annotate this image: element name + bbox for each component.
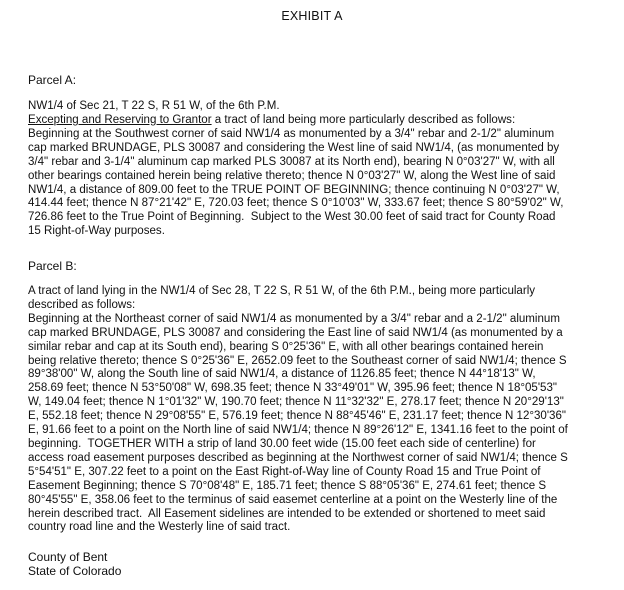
parcel-b-heading: Parcel B:: [28, 259, 77, 273]
county-line: County of Bent: [28, 550, 108, 564]
exception-label: Excepting and Reserving to Grantor: [28, 114, 212, 126]
parcel-a-description: [28, 114, 616, 239]
parcel-b-description: A tract of land lying in the NW1/4 of Sec 28, T 22 S, R 51 W, of the 6th P.M., being more particularly described as follows: Beginning at the Northeast corner of said NW1/4 as monumented by a 3/4" rebar and a 2-1/2" aluminum cap marked BRUNDAGE, PLS 30087 and considering the East line of said NW1/4 (as monumented by a similar rebar and cap at its South end), bearing S 0°25'36" E, with all other bearings contained herein being relative thereto; thence S 0°25'36" E, 2652.09 feet to the Southeast corner of said NW1/4; thence S 89°38'00" W, along the South line of said NW1/4, a distance of 1126.85 feet; thence N 44°18'13" W, 258.69 feet; thence N 53°50'08" W, 698.35 feet; thence N 33°49'01" W, 395.96 feet; thence N 18°05'53" W, 149.04 feet; thence N 1°01'32" W, 190.70 feet; thence N 11°32'32" E, 278.17 feet; thence N 20°29'13" E, 552.18 feet; thence N 29°08'55" E, 576.19 feet; thence N 88°45'46" E, 231.17 feet; thence N 12°30'36" E, 91.66 feet to a point on the North line of said NW1/4; thence N 89°26'12" E, 1341.16 feet to the point of beginning. TOGETHER WITH a strip of land 30.00 feet wide (15.00 feet each side of centerline) for access road easement purposes described as beginning at the Northwest corner of said NW1/4; thence S 5°54'51" E, 307.22 feet to a point on the East Right-of-Way line of County Road 15 and True Point of Easement Beginning; thence S 70°08'48" E, 185.71 feet; thence S 88°05'36" E, 274.61 feet; thence S 80°45'55" E, 358.06 feet to the terminus of said easemet centerline at a point on the Westerly line of the herein described tract. All Easement sidelines are intended to be extended or shortened to meet said country road line and the Westerly line of said tract.: [28, 285, 568, 534]
parcel-a-body: a tract of land being more particularly described as follows: Beginning at the Southwest corner of said NW1/4 as monumented by a 3/4" rebar and 2-1/2" aluminum cap marked BRUNDAGE, PLS 30087 and considering the West line of said NW1/4, (as monumented by 3/4" rebar and 3-1/4" aluminum cap marked PLS 30087 at its North end), bearing N 0°03'27" W, with all other bearings contained herein being relative thereto; thence N 0°03'27" W, along the West line of said NW1/4, a distance of 809.00 feet to the TRUE POINT OF BEGINNING; thence continuing N 0°03'27" W, 414.44 feet; thence N 87°21'42" E, 720.03 feet; thence S 0°10'03" W, 333.67 feet; thence S 80°59'02" W, 726.86 feet to the True Point of Beginning. Subject to the West 30.00 feet of said tract for County Road 15 Right-of-Way purposes.: [28, 114, 564, 238]
exhibit-title: EXHIBIT A: [281, 9, 343, 23]
state-line: State of Colorado: [28, 564, 122, 578]
parcel-a-heading: Parcel A:: [28, 73, 77, 87]
parcel-a-location: NW1/4 of Sec 21, T 22 S, R 51 W, of the 6th P.M.: [28, 100, 280, 112]
